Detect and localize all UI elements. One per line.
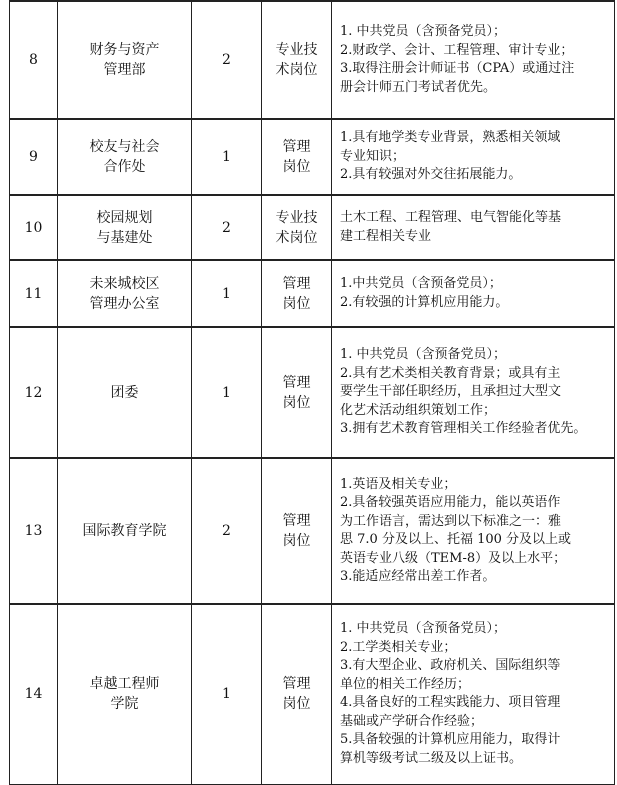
position-type-cell-line: 术岗位 [275,229,318,246]
department-cell-line: 财务与资产 [89,42,160,58]
position-type-cell-line: 管理 [282,275,311,292]
department-cell [58,458,192,604]
requirements-cell [332,260,615,327]
table-row [10,327,615,458]
row-number: 8 [10,1,58,119]
table-row [10,458,615,604]
department-cell [58,260,192,327]
position-type-cell [262,604,332,784]
department-cell [58,604,192,784]
requirements-cell-line: 2.财政学、会计、工程管理、审计专业； [340,42,574,58]
position-count: 2 [192,458,262,604]
requirements-cell-line: 建工程相关专业 [340,228,432,244]
department-cell-line: 未来城校区 [89,275,160,292]
row-number: 13 [10,458,58,604]
position-type-cell-line: 术岗位 [275,62,318,78]
row-number: 14 [10,604,58,784]
requirements-cell [332,119,615,195]
department-cell [58,1,192,119]
requirements-cell-line: 算机等级考试二级及以上证书。 [340,750,523,766]
department-cell-line: 校友与社会 [89,139,160,155]
requirements-cell-line: 册会计师五门考试者优先。 [340,79,497,95]
row-number: 10 [10,195,58,260]
requirements-cell [332,458,615,604]
position-count: 1 [192,260,262,327]
department-cell-line: 国际教育学院 [82,523,167,539]
requirements-cell-line: 1. 中共党员（含预备党员）； [340,347,507,363]
table-body [10,1,615,784]
requirements-cell-line: 2.具备较强英语应用能力，能以英语作 [340,495,561,510]
requirements-cell-line: 2.具有艺术类相关教育背景；或具有主 [340,365,561,381]
position-type-cell-line: 管理 [282,139,311,155]
position-type-cell-line: 岗位 [282,159,311,175]
position-type-cell [262,458,332,604]
requirements-cell-line: 5.具备较强的计算机应用能力，取得计 [340,732,561,748]
row-number: 12 [10,327,58,458]
position-type-cell-line: 管理 [282,513,311,529]
department-cell-line: 与基建处 [96,229,153,246]
requirements-cell-line: 3.有大型企业、政府机关、国际组织等 [340,658,561,674]
requirements-cell-line: 1.中共党员（含预备党员）； [340,276,502,291]
department-cell-line: 卓越工程师 [89,676,160,693]
table-row [10,119,615,195]
position-type-cell [262,327,332,458]
requirements-cell [332,604,615,784]
position-count: 1 [192,327,262,458]
position-type-cell-line: 岗位 [282,533,311,549]
requirements-cell [332,1,615,119]
position-type-cell [262,195,332,260]
position-count: 2 [192,1,262,119]
position-count: 2 [192,195,262,260]
requirements-cell-line: 1. 中共党员（含预备党员）； [340,24,507,39]
requirements-cell-line: 3.能适应经常出差工作者。 [340,569,496,584]
department-cell-line: 团委 [110,384,139,401]
department-cell [58,327,192,458]
position-count: 1 [192,119,262,195]
department-cell-line: 管理办公室 [89,295,160,312]
requirements-cell-line: 单位的相关工作经历； [340,676,471,692]
table-row [10,260,615,327]
row-number: 9 [10,119,58,195]
requirements-cell-line: 1.英语及相关专业； [340,476,457,492]
requirements-cell-line: 1. 中共党员（含预备党员）； [340,621,507,637]
requirements-cell-line: 为工作语言，需达到以下标准之一：雅 [340,513,562,529]
requirements-cell-line: 2.有较强的计算机应用能力。 [340,294,509,310]
position-type-cell-line: 管理 [282,676,311,693]
requirements-cell-line: 思 7.0 分及以上、托福 100 分及以上或 [340,532,572,547]
requirements-cell-line: 3.拥有艺术教育管理相关工作经验者优先。 [340,421,587,437]
requirements-cell-line: 专业知识； [340,148,406,164]
job-table-container [9,0,614,785]
table-row [10,1,615,119]
department-cell-line: 合作处 [103,159,146,175]
position-type-cell-line: 专业技 [275,209,318,226]
row-number: 11 [10,260,58,327]
requirements-cell-line: 1.具有地学类专业背景，熟悉相关领域 [340,130,561,146]
position-type-cell-line: 岗位 [282,295,311,312]
department-cell-line: 学院 [110,696,139,713]
position-type-cell [262,260,332,327]
position-type-cell-line: 岗位 [282,696,311,713]
requirements-cell-line: 要学生干部任职经历，且承担过大型文 [340,384,562,400]
requirements-cell-line: 英语专业八级（TEM-8）及以上水平； [340,550,567,566]
department-cell [58,195,192,260]
requirements-cell-line: 4.具备良好的工程实践能力、项目管理 [340,695,561,711]
requirements-cell-line: 化艺术活动组织策划工作； [340,402,497,418]
department-cell-line: 校园规划 [96,209,153,226]
requirements-cell [332,327,615,458]
table-row [10,604,615,784]
requirements-cell-line: 土木工程、工程管理、电气智能化等基 [340,210,562,225]
table-row [10,195,615,260]
department-cell-line: 管理部 [103,62,146,78]
position-type-cell-line: 管理 [282,374,311,391]
requirements-cell-line: 基础或产学研合作经验； [340,713,484,729]
position-type-cell [262,119,332,195]
department-cell [58,119,192,195]
requirements-cell [332,195,615,260]
requirements-cell-line: 3.取得注册会计师证书（CPA）或通过注 [340,61,575,76]
job-requirements-table [9,0,615,785]
requirements-cell-line: 2.工学类相关专业； [340,639,457,655]
position-type-cell [262,1,332,119]
position-type-cell-line: 岗位 [282,394,311,411]
position-count: 1 [192,604,262,784]
requirements-cell-line: 2.具有较强对外交往拓展能力。 [340,167,522,183]
position-type-cell-line: 专业技 [275,42,318,58]
